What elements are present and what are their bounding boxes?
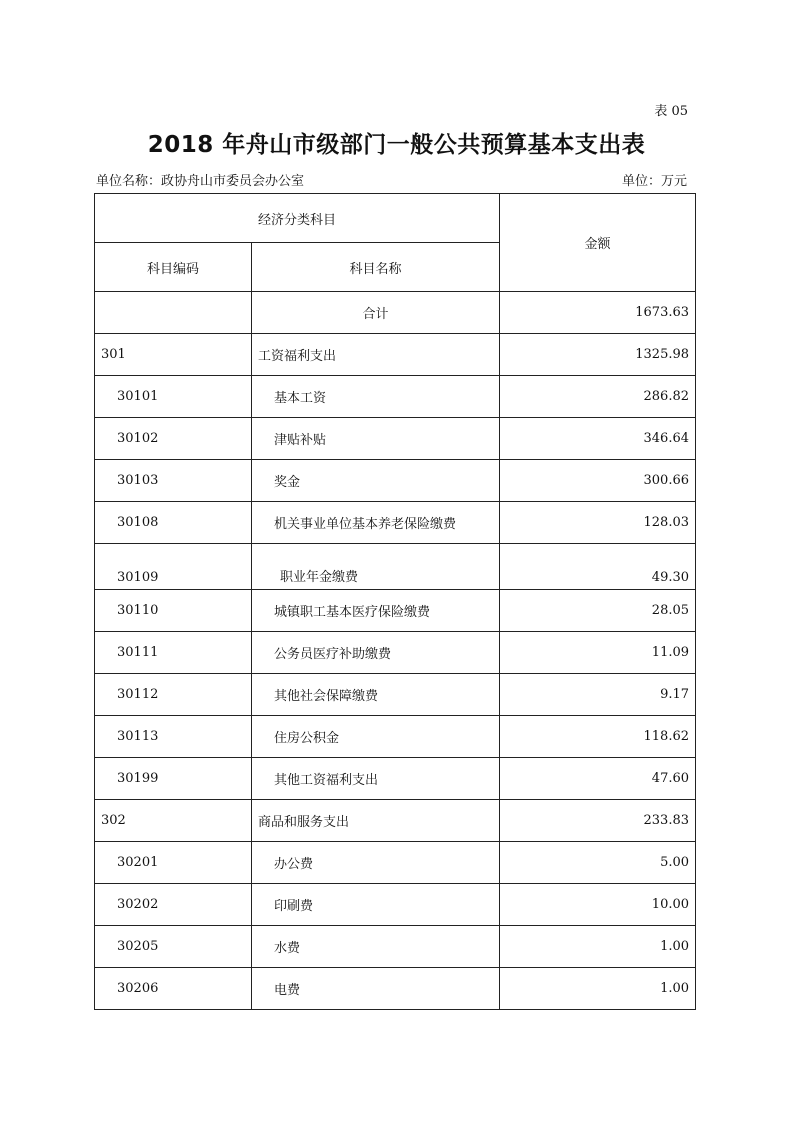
table-row	[95, 590, 696, 632]
row-amount: 118.62	[500, 716, 696, 758]
row-code	[95, 292, 252, 334]
unit-info-line	[96, 170, 687, 189]
header-economic-category: 经济分类科目	[95, 194, 500, 243]
row-amount: 1.00	[500, 926, 696, 968]
table-row	[95, 926, 696, 968]
money-unit: 单位：万元	[621, 174, 687, 189]
row-code: 30102	[95, 418, 252, 460]
row-amount: 10.00	[500, 884, 696, 926]
table-row	[95, 716, 696, 758]
table-row-total	[95, 292, 696, 334]
header-name: 科目名称	[252, 243, 500, 292]
table-row	[95, 674, 696, 716]
row-name: 印刷费	[252, 884, 500, 926]
row-amount: 9.17	[500, 674, 696, 716]
row-amount: 300.66	[500, 460, 696, 502]
row-name: 商品和服务支出	[252, 800, 500, 842]
row-amount: 47.60	[500, 758, 696, 800]
row-amount: 1673.63	[500, 292, 696, 334]
row-amount: 11.09	[500, 632, 696, 674]
row-code: 30201	[95, 842, 252, 884]
table-row	[95, 334, 696, 376]
row-code: 30108	[95, 502, 252, 544]
row-name: 津贴补贴	[252, 418, 500, 460]
row-code: 30103	[95, 460, 252, 502]
row-code: 30101	[95, 376, 252, 418]
table-row	[95, 460, 696, 502]
row-code: 30206	[95, 968, 252, 1010]
budget-table	[94, 193, 696, 1010]
row-code: 30113	[95, 716, 252, 758]
table-row	[95, 632, 696, 674]
table-row	[95, 418, 696, 460]
row-amount: 286.82	[500, 376, 696, 418]
table-row	[95, 800, 696, 842]
header-amount: 金额	[500, 194, 696, 292]
row-code: 30110	[95, 590, 252, 632]
row-amount: 128.03	[500, 502, 696, 544]
table-row	[95, 758, 696, 800]
table-row	[95, 884, 696, 926]
row-code: 30111	[95, 632, 252, 674]
row-name: 机关事业单位基本养老保险缴费	[252, 502, 500, 544]
row-name: 其他社会保障缴费	[252, 674, 500, 716]
page-title: 2018 年舟山市级部门一般公共预算基本支出表	[147, 132, 646, 158]
row-amount: 28.05	[500, 590, 696, 632]
row-code: 302	[95, 800, 252, 842]
row-name: 基本工资	[252, 376, 500, 418]
header-code: 科目编码	[95, 243, 252, 292]
row-name: 水费	[252, 926, 500, 968]
row-code: 30109	[95, 544, 252, 590]
row-amount: 233.83	[500, 800, 696, 842]
row-name: 其他工资福利支出	[252, 758, 500, 800]
row-amount: 1.00	[500, 968, 696, 1010]
row-amount: 1325.98	[500, 334, 696, 376]
row-name: 城镇职工基本医疗保险缴费	[252, 590, 500, 632]
row-code: 30199	[95, 758, 252, 800]
row-code: 30112	[95, 674, 252, 716]
row-code: 30202	[95, 884, 252, 926]
row-name: 合计	[252, 292, 500, 334]
table-row	[95, 502, 696, 544]
row-name: 电费	[252, 968, 500, 1010]
unit-name: 单位名称：政协舟山市委员会办公室	[96, 174, 305, 189]
table-number: 表 05	[654, 104, 688, 119]
row-code: 301	[95, 334, 252, 376]
row-amount: 49.30	[500, 544, 696, 590]
table-row	[95, 544, 696, 590]
table-row	[95, 968, 696, 1010]
row-name: 工资福利支出	[252, 334, 500, 376]
header-row-group	[95, 194, 696, 243]
table-row	[95, 842, 696, 884]
row-name: 办公费	[252, 842, 500, 884]
row-name: 公务员医疗补助缴费	[252, 632, 500, 674]
row-name: 职业年金缴费	[252, 544, 500, 590]
table-row	[95, 376, 696, 418]
row-amount: 5.00	[500, 842, 696, 884]
row-code: 30205	[95, 926, 252, 968]
row-amount: 346.64	[500, 418, 696, 460]
row-name: 奖金	[252, 460, 500, 502]
row-name: 住房公积金	[252, 716, 500, 758]
